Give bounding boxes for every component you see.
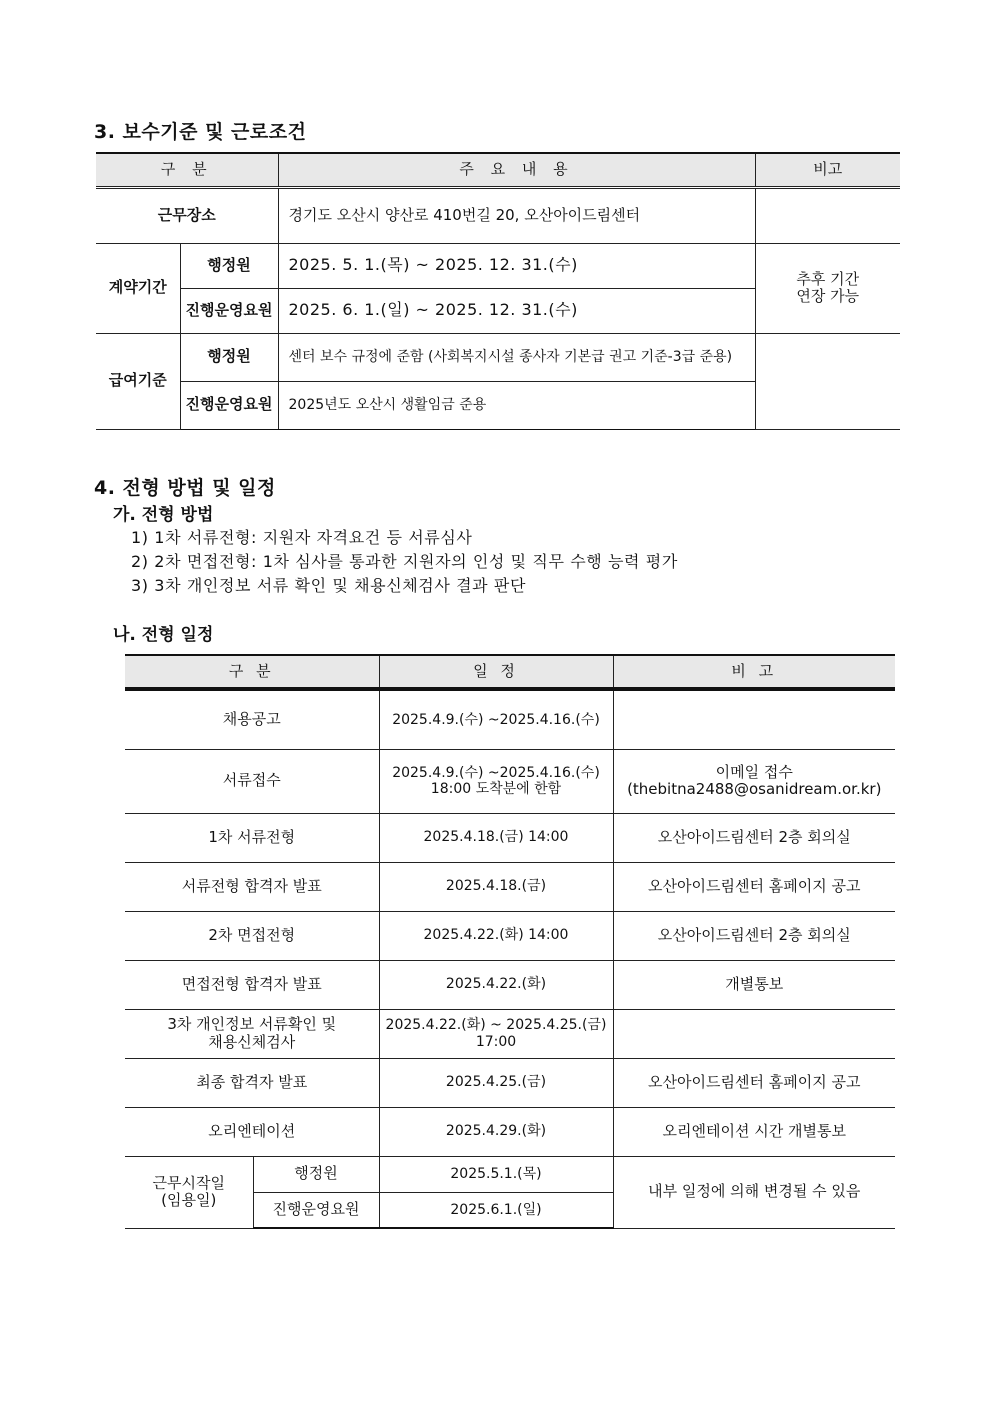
row-label: 최종 합격자 발표	[125, 1058, 379, 1107]
row-note-line1: 이메일 접수	[715, 762, 793, 781]
method-item-1: 1) 1차 서류전형: 지원자 자격요건 등 서류심사	[131, 528, 473, 547]
table-row	[125, 689, 895, 749]
header-category: 구 분	[96, 153, 278, 187]
row-note	[613, 1009, 895, 1058]
header-note: 비고	[755, 153, 900, 187]
row-date-line1: 2025.4.9.(수) ~2025.4.16.(수)	[392, 764, 600, 781]
table-row	[125, 1107, 895, 1156]
table-row	[125, 813, 895, 862]
row-label: 1차 서류전형	[125, 813, 379, 862]
schedule-header-note: 비 고	[613, 655, 895, 689]
row-note: 오산아이드림센터 2층 회의실	[613, 911, 895, 960]
method-item-3: 3) 3차 개인정보 서류 확인 및 채용신체검사 결과 판단	[131, 576, 527, 595]
start-role-admin: 행정원	[253, 1156, 379, 1192]
contract-period-staff: 2025. 6. 1.(일) ~ 2025. 12. 31.(수)	[278, 288, 755, 333]
row-label	[125, 1009, 379, 1058]
row-note: 오산아이드림센터 2층 회의실	[613, 813, 895, 862]
row-note	[613, 749, 895, 813]
row-date: 2025.4.18.(금) 14:00	[379, 813, 613, 862]
workplace-note	[755, 187, 900, 243]
row-note: 오산아이드림센터 홈페이지 공고	[613, 1058, 895, 1107]
compensation-table	[96, 152, 900, 430]
schedule-header-category: 구 분	[125, 655, 379, 689]
row-label: 채용공고	[125, 689, 379, 749]
row-date: 2025.4.18.(금)	[379, 862, 613, 911]
subsection-b-title: 나. 전형 일정	[113, 625, 214, 645]
row-label: 2차 면접전형	[125, 911, 379, 960]
table-row	[125, 862, 895, 911]
table-row	[125, 1058, 895, 1107]
contract-label: 계약기간	[96, 243, 180, 333]
subsection-a-title: 가. 전형 방법	[113, 505, 214, 525]
workplace-value: 경기도 오산시 양산로 410번길 20, 오산아이드림센터	[278, 187, 755, 243]
table-row	[125, 1156, 895, 1192]
row-date	[379, 749, 613, 813]
salary-value-staff: 2025년도 오산시 생활임금 준용	[278, 381, 755, 429]
salary-label: 급여기준	[96, 333, 180, 429]
start-label-line2: (임용일)	[161, 1191, 217, 1209]
salary-role-staff: 진행운영요원	[180, 381, 278, 429]
row-note: 오산아이드림센터 홈페이지 공고	[613, 862, 895, 911]
workplace-label: 근무장소	[96, 187, 278, 243]
schedule-table	[125, 654, 895, 1229]
row-date: 2025.4.25.(금)	[379, 1058, 613, 1107]
start-label	[125, 1156, 253, 1228]
schedule-header-date: 일 정	[379, 655, 613, 689]
salary-note	[755, 333, 900, 429]
contract-note-line1: 추후 기간	[796, 269, 860, 288]
contract-period-admin: 2025. 5. 1.(목) ~ 2025. 12. 31.(수)	[278, 243, 755, 288]
salary-role-admin: 행정원	[180, 333, 278, 381]
row-label-line2: 채용신체검사	[208, 1032, 296, 1051]
row-label: 면접전형 합격자 발표	[125, 960, 379, 1009]
row-label: 서류전형 합격자 발표	[125, 862, 379, 911]
contract-role-staff: 진행운영요원	[180, 288, 278, 333]
row-label: 오리엔테이션	[125, 1107, 379, 1156]
row-date: 2025.4.22.(화)	[379, 960, 613, 1009]
start-note: 내부 일정에 의해 변경될 수 있음	[613, 1156, 895, 1228]
row-date-line2: 17:00	[475, 1033, 517, 1050]
table-row	[125, 1009, 895, 1058]
start-label-line1: 근무시작일	[152, 1173, 225, 1192]
row-date: 2025.4.22.(화) 14:00	[379, 911, 613, 960]
contract-note-line2: 연장 가능	[796, 287, 860, 305]
table-row	[125, 749, 895, 813]
row-note	[613, 689, 895, 749]
contract-role-admin: 행정원	[180, 243, 278, 288]
section4-title: 4. 전형 방법 및 일정	[94, 477, 276, 499]
row-date	[379, 1009, 613, 1058]
start-role-staff: 진행운영요원	[253, 1192, 379, 1228]
table-row	[125, 911, 895, 960]
row-note: 개별통보	[613, 960, 895, 1009]
start-date-staff: 2025.6.1.(일)	[379, 1192, 613, 1228]
table-row	[125, 960, 895, 1009]
salary-value-admin: 센터 보수 규정에 준함 (사회복지시설 종사자 기본급 권고 기준-3급 준용)	[278, 333, 755, 381]
header-content: 주 요 내 용	[278, 153, 755, 187]
section3-title: 3. 보수기준 및 근로조건	[94, 121, 307, 143]
row-label-line1: 3차 개인정보 서류확인 및	[167, 1015, 337, 1034]
row-date: 2025.4.9.(수) ~2025.4.16.(수)	[379, 689, 613, 749]
row-note-line2: (thebitna2488@osanidream.or.kr)	[627, 780, 882, 798]
start-date-admin: 2025.5.1.(목)	[379, 1156, 613, 1192]
row-date: 2025.4.29.(화)	[379, 1107, 613, 1156]
row-label: 서류접수	[125, 749, 379, 813]
row-note: 오리엔테이션 시간 개별통보	[613, 1107, 895, 1156]
method-item-2: 2) 2차 면접전형: 1차 심사를 통과한 지원자의 인성 및 직무 수행 능력 평가	[131, 552, 678, 571]
row-date-line1: 2025.4.22.(화) ~ 2025.4.25.(금)	[385, 1017, 607, 1034]
row-date-line2: 18:00 도착분에 한함	[430, 781, 562, 797]
contract-note	[755, 243, 900, 333]
